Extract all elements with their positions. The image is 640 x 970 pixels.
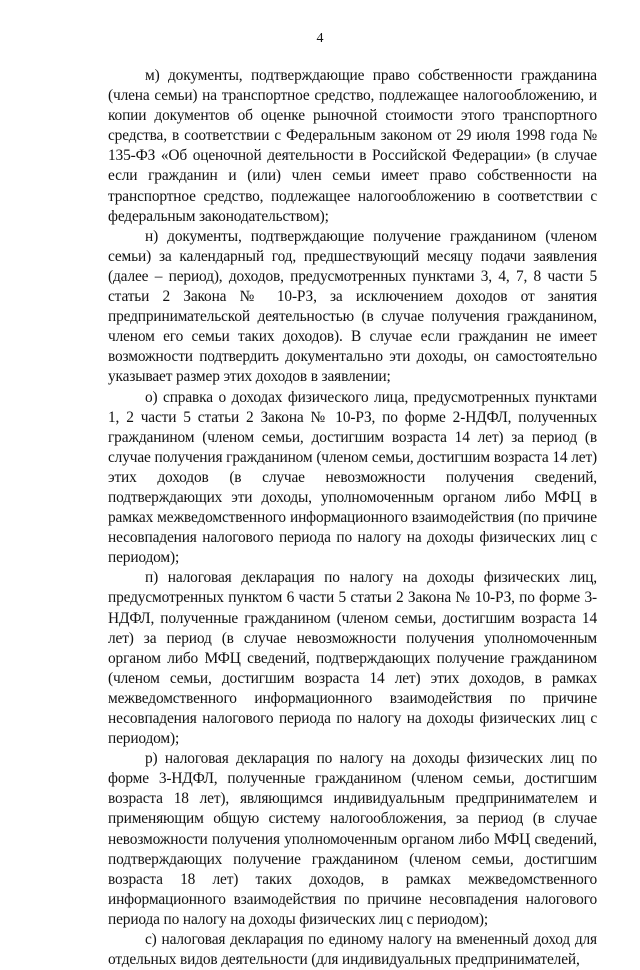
paragraph-n: н) документы, подтверждающие получение гражданином (членом семьи) за календарный год, предшествующий месяцу подачи заявления (далее – период), доходов, предусмотренных пунктами 3, 4, 7, 8 части 5 статьи 2 Закона № 10-РЗ, за исключением доходов от занятия предпринимательской деятельностью (в случае получения гражданином, членом его семьи таких доходов). В случае если гражданин не имеет возможности подтвердить документально эти доходы, он самостоятельно указывает размер этих доходов в заявлении; (108, 227, 597, 386)
paragraph-r: р) налоговая декларация по налогу на доходы физических лиц по форме 3-НДФЛ, полученные гражданином (членом семьи, достигшим возраста 18 лет), являющимся индивидуальным предпринимателем и применяющим общую систему налогообложения, за период (в случае невозможности получения уполномоченным органом либо МФЦ сведений, подтверждающих получение гражданином (членом семьи, достигшим возраста 18 лет) таких доходов, в рамках межведомственного информационного взаимодействия по причине несовпадения налогового периода по налогу на доходы физических лиц с периодом); (108, 750, 597, 928)
paragraph-o: о) справка о доходах физического лица, предусмотренных пунктами 1, 2 части 5 статьи 2 Закона № 10-РЗ, по форме 2-НДФЛ, полученных гражданином (членом семьи, достигшим возраста 14 лет) за период (в случае получения гражданином (членом семьи, достигшим возраста 14 лет) этих доходов (в случае невозможности получения сведений, подтверждающих эти доходы, уполномоченным органом либо МФЦ в рамках межведомственного информационного взаимодействия (по причине несовпадения налогового периода по налогу на доходы физических лиц с периодом); (108, 388, 597, 567)
paragraph-s: с) налоговая декларация по единому налогу на вмененный доход для отдельных видов деятельности (для индивидуальных предпринимателей, (108, 931, 597, 969)
document-body (108, 66, 597, 970)
paragraph-m: м) документы, подтверждающие право собственности гражданина (члена семьи) на транспортное средство, подлежащее налогообложению, и копии документов об оценке рыночной стоимости этого транспортного средства, в соответствии с Федеральным законом от 29 июля 1998 года № 135-ФЗ «Об оценочной деятельности в Российской Федерации» (в случае если гражданин и (или) член семьи имеет право собственности на транспортное средство, подлежащее налогообложению в соответствии с федеральным законодательством); (108, 67, 597, 225)
paragraph-p: п) налоговая декларация по налогу на доходы физических лиц, предусмотренных пунктом 6 части 5 статьи 2 Закона № 10-РЗ, по форме 3-НДФЛ, полученные гражданином (членом семьи, достигшим возраста 14 лет) за период (в случае невозможности получения уполномоченным органом либо МФЦ сведений, подтверждающих получение гражданином (членом семьи, достигшим возраста 14 лет) этих доходов, в рамках межведомственного информационного взаимодействия по причине несовпадения налогового периода по налогу на доходы физических лиц с периодом); (108, 569, 597, 748)
page-number: 4 (316, 31, 324, 46)
